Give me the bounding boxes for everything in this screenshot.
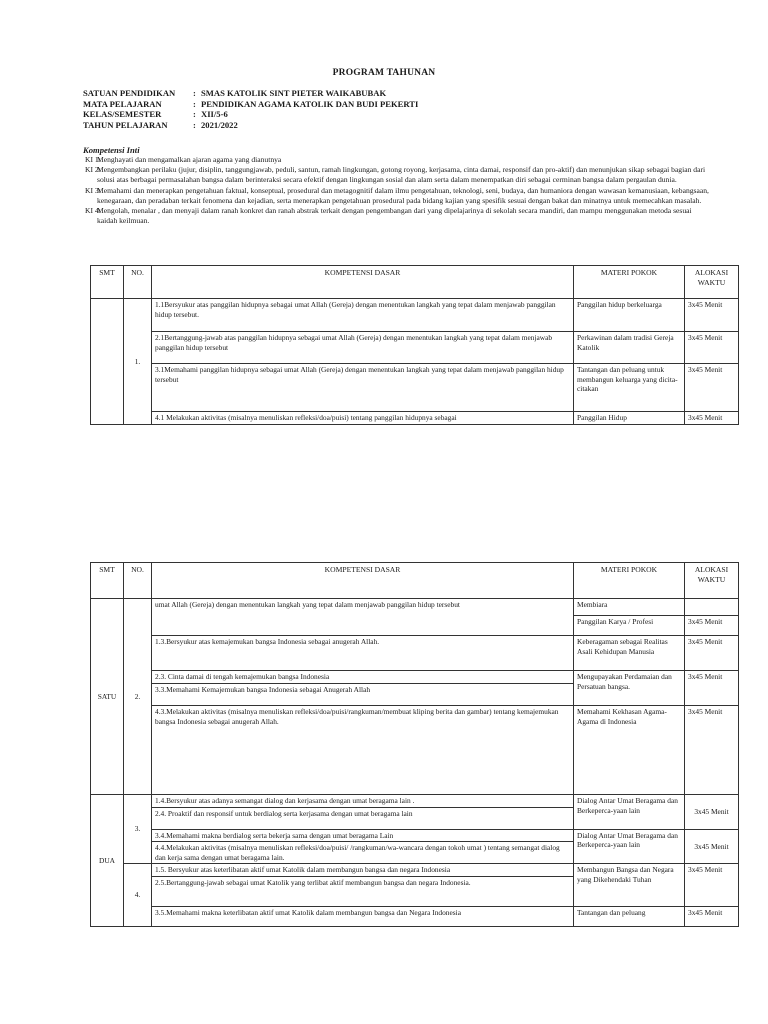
mp-cell: Dialog Antar Umat Beragama dan Berkeperca-yaan lain [574,795,685,830]
smt-cell: SATU [91,599,124,795]
ki-code: KI 4: [85,206,101,216]
header-mp: MATERI POKOK [574,266,685,299]
aw-cell: 3x45 Menit [685,906,739,926]
kd-cell: 3.4.Memahami makna berdialog serta bekerja sama dengan umat beragama Lain [152,829,574,842]
meta-key: KELAS/SEMESTER [83,109,162,120]
document-meta [83,88,418,130]
kd-cell: 3.3.Memahami Kemajemukan bangsa Indonesia sebagai Anugerah Allah [152,684,574,706]
meta-key: TAHUN PELAJARAN [83,119,168,130]
table-row [91,829,739,842]
ki-heading: Kompetensi Inti [83,145,140,155]
mp-cell: Tantangan dan peluang [574,906,685,926]
ki-text: Memahami dan menerapkan pengetahuan faktual, konseptual, prosedural dan metagognitif dalam ilmu pengetahuan, teknologi, seni, budaya, dan humaniora dengan wawasan kemanusiaan, kebangsaan, kenegaraan, dan peradaban terkait fenomena dan kejadian, serta menerapkan pengetahuan prosedural pada bidang kajian yang spesifik sesuai dengan bakat dan minatnya untuk memecahkan masalah. [97,185,709,205]
kompetensi-table-1 [90,265,739,425]
meta-row-kelas [83,109,418,120]
header-aw: ALOKASI WAKTU [685,563,739,599]
ki-code: KI 3: [85,185,101,195]
kd-cell: 2.4. Proaktif dan responsif untuk berdialog serta kerjasama dengan umat beragama lain [152,807,574,829]
kd-cell: 4.4.Melakukan aktivitas (misalnya menuliskan refleksi/doa/puisi/ /rangkuman/wa-wancara dengan tokoh umat ) tentang semangat dialog dan kerja sama dengan umat beragama lain. [152,842,574,864]
aw-cell: 3x45 Menit [685,364,739,412]
kd-cell: 3.5.Memahami makna keterlibatan aktif umat Katolik dalam membangun bangsa dan Negara Indonesia [152,906,574,926]
meta-value: XII/5-6 [201,109,228,120]
mp-cell: Tantangan dan peluang untuk membangun keluarga yang dicita-citakan [574,364,685,412]
smt-cell [91,299,124,425]
table-row [91,706,739,795]
aw-cell: 3x45 Menit [685,706,739,795]
table-row [91,364,739,412]
meta-value: PENDIDIKAN AGAMA KATOLIK DAN BUDI PEKERTI [201,98,419,109]
meta-value: 2021/2022 [201,119,238,130]
no-cell: 3. [124,795,152,864]
mp-cell: Perkawinan dalam tradisi Gereja Katolik [574,332,685,364]
kd-cell: 2.1Bertanggung-jawab atas panggilan hidupnya sebagai umat Allah (Gereja) dengan menentukan langkah yang tepat dalam menjawab panggilan hidup tersebut [152,332,574,364]
aw-cell: 3x45 Menit [685,299,739,332]
ki-list [83,155,713,226]
ki-text: Menghayati dan mengamalkan ajaran agama yang dianutnya [97,155,282,164]
no-cell: 1. [124,299,152,425]
aw-cell: 3x45 Menit [685,864,739,907]
table-row [91,795,739,808]
aw-cell: 3x45 Menit [685,829,739,864]
ki-text: Mengolah, menalar , dan menyaji dalam ranah konkret dan ranah abstrak terkait dengan pengembangan dari yang dipelajarinya di sekolah secara mandiri, dan mampu menggunakan metoda sesuai kaidah keilmuan. [97,206,692,226]
meta-colon: : [193,98,196,109]
meta-row-satuan [83,88,418,99]
table-row [91,671,739,684]
no-cell: 4. [124,864,152,927]
table-row [91,299,739,332]
page-title: PROGRAM TAHUNAN [332,68,436,78]
mp-cell: Panggilan Karya / Profesi [574,616,685,636]
aw-cell: 3x45 Menit [685,636,739,671]
table-row [91,332,739,364]
aw-cell: 3x45 Menit [685,671,739,706]
kd-cell: 4.3.Melakukan aktivitas (misalnya menuliskan refleksi/doa/puisi/rangkuman/membuat kliping berita dan gambar) tentang kemajemukan bangsa Indonesia sebagai anugerah Allah. [152,706,574,795]
kd-cell: 1.1Bersyukur atas panggilan hidupnya sebagai umat Allah (Gereja) dengan menentukan langkah yang tepat dalam menjawab panggilan hidup tersebut. [152,299,574,332]
header-kd: KOMPETENSI DASAR [152,266,574,299]
meta-row-mapel [83,99,418,110]
ki-item [83,165,713,185]
mp-cell: Keberagaman sebagai Realitas Asali Kehidupan Manusia [574,636,685,671]
table-row [91,636,739,671]
mp-cell: Panggilan Hidup [574,412,685,425]
table-row [91,599,739,616]
table-row [91,906,739,926]
header-aw: ALOKASI WAKTU [685,266,739,299]
aw-cell: 3x45 Menit [685,795,739,830]
mp-cell: Mengupayakan Perdamaian dan Persatuan bangsa. [574,671,685,706]
kd-cell: 1.3.Bersyukur atas kemajemukan bangsa Indonesia sebagai anugerah Allah. [152,636,574,671]
ki-code: KI 1: [85,155,101,164]
kd-cell: 1.5. Bersyukur atas keterlibatan aktif umat Katolik dalam membangun bangsa dan negara Indonesia [152,864,574,877]
kd-cell: umat Allah (Gereja) dengan menentukan langkah yang tepat dalam menjawab panggilan hidup tersebut [152,599,574,636]
header-mp: MATERI POKOK [574,563,685,599]
meta-colon: : [193,119,196,130]
smt-cell: DUA [91,795,124,927]
mp-cell: Dialog Antar Umat Beragama dan Berkeperca-yaan lain [574,829,685,864]
aw-cell [685,599,739,616]
table-row [91,412,739,425]
meta-key: MATA PELAJARAN [83,98,162,109]
mp-cell: Panggilan hidup berkeluarga [574,299,685,332]
no-cell: 2. [124,599,152,795]
ki-item [83,206,713,226]
kd-cell: 2.5.Bertanggung-jawab sebagai umat Katolik yang terlibat aktif membangun bangsa dan negara Indonesia. [152,876,574,906]
aw-cell: 3x45 Menit [685,332,739,364]
meta-key: SATUAN PENDIDIKAN [83,88,176,98]
meta-colon: : [193,109,196,120]
table-header-row [91,266,739,299]
ki-item [83,155,713,165]
table-header-row [91,563,739,599]
kompetensi-table-2 [90,562,739,927]
kd-cell: 1.4.Bersyukur atas adanya semangat dialog dan kerjasama dengan umat beragama lain . [152,795,574,808]
table-row [91,864,739,877]
aw-cell: 3x45 Menit [685,412,739,425]
header-smt: SMT [91,563,124,599]
kd-cell: 2.3. Cinta damai di tengah kemajemukan bangsa Indonesia [152,671,574,684]
kd-cell: 3.1Memahami panggilan hidupnya sebagai umat Allah (Gereja) dengan menentukan langkah yang tepat dalam menjawab panggilan hidup tersebut [152,364,574,412]
ki-item [83,186,713,206]
header-smt: SMT [91,266,124,299]
mp-cell: Membangun Bangsa dan Negara yang Dikehendaki Tuhan [574,864,685,907]
ki-text: Mengembangkan perilaku (jujur, disiplin, tanggungjawab, peduli, santun, ramah lingkungan, gotong royong, kerjasama, cinta damai, responsif dan pro-aktif) dan menunjukan sikap sebagai bagian dari solusi atas berbagai permasalahan bangsa dalam berinteraksi secara efektif dengan lingkungan sosial dan alam serta dalam menempatkan diri sebagai cerminan bangsa dalam pergaulan dunia. [97,165,706,185]
aw-cell: 3x45 Menit [685,616,739,636]
mp-cell: Memahami Kekhasan Agama-Agama di Indonesia [574,706,685,795]
meta-colon: : [193,88,196,98]
meta-row-tahun [83,120,418,131]
meta-value: SMAS KATOLIK SINT PIETER WAIKABUBAK [201,88,387,98]
mp-cell: Membiara [574,599,685,616]
header-no: NO. [124,266,152,299]
header-kd: KOMPETENSI DASAR [152,563,574,599]
header-no: NO. [124,563,152,599]
ki-code: KI 2: [85,165,101,175]
kd-cell: 4.1 Melakukan aktivitas (misalnya menuliskan refleksi/doa/puisi) tentang panggilan hidupnya sebagai [152,412,574,425]
